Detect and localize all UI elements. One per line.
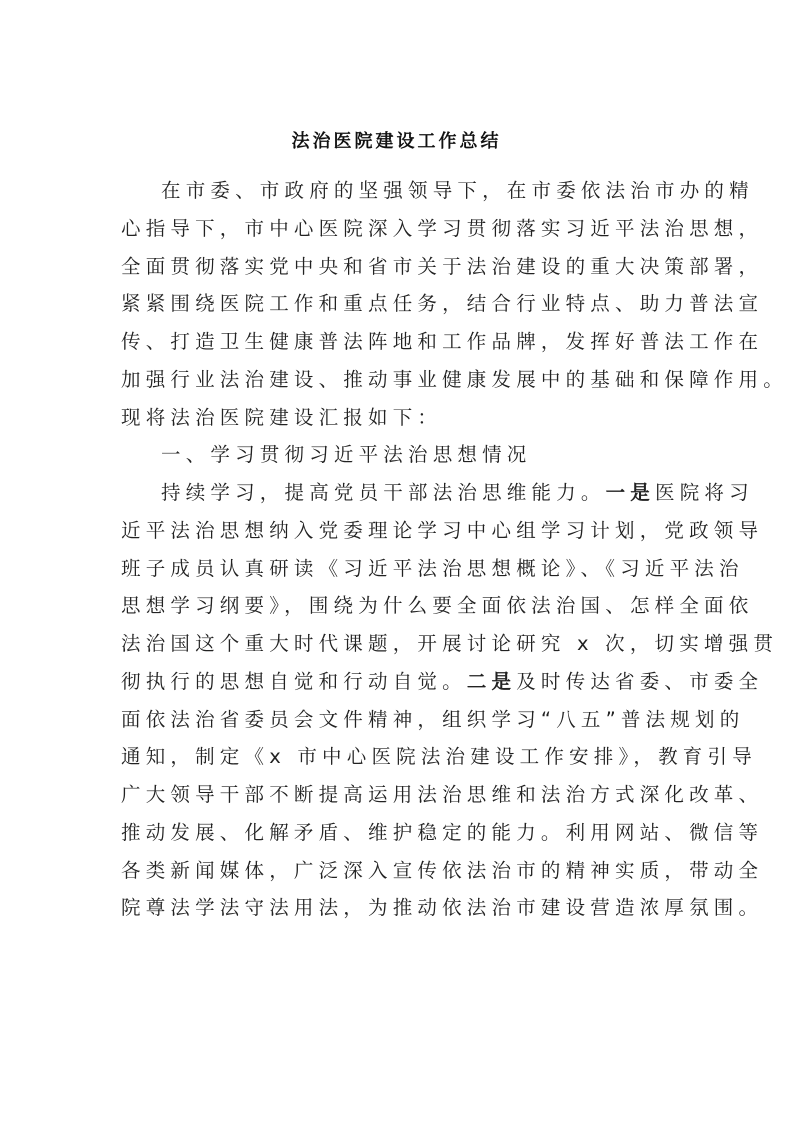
section-heading: 一、学习贯彻习近平法治思想情况 [161,443,532,467]
bold-marker: 一是 [605,481,656,504]
document-title: 法治医院建设工作总结 [291,131,502,152]
line-text: 及时传达省委、市委全 [516,669,764,693]
paragraph-line: 推动发展、化解矛盾、维护稳定的能力。利用网站、微信等 [121,820,764,844]
paragraph-line: 心指导下，市中心医院深入学习贯彻落实习近平法治思想， [121,216,764,240]
paragraph-line: 广大领导干部不断提高运用法治思维和法治方式深化改革、 [121,783,764,806]
paragraph-line: 面依法治省委员会文件精神，组织学习“八五”普法规划的 [121,707,745,731]
paragraph-line: 思想学习纲要》，围绕为什么要全面依法治国、怎样全面依 [121,594,754,618]
paragraph-line: 现将法治医院建设汇报如下： [121,405,443,429]
line-text: 持续学习，提高党员干部法治思维能力。 [161,481,606,504]
document-body [121,176,788,931]
paragraph-line [121,478,754,516]
paragraph-line: 法治国这个重大时代课题，开展讨论研究 x 次，切实增强贯 [121,632,779,655]
paragraph-line: 传、打造卫生健康普法阵地和工作品牌，发挥好普法工作在 [121,330,764,353]
paragraph-line: 在市委、市政府的坚强领导下，在市委依法治市办的精 [161,179,754,202]
bold-marker: 二是 [466,669,517,693]
paragraph-line: 紧紧围绕医院工作和重点任务，结合行业特点、助力普法宣 [121,292,764,316]
paragraph-line: 班子成员认真研读《习近平法治思想概论》、《习近平法治 [121,556,744,580]
paragraph-line: 院尊法学法守法用法，为推动依法治市建设营造浓厚氛围。 [121,896,764,920]
paragraph-line [121,667,764,705]
line-text: 彻执行的思想自觉和行动自觉。 [121,669,467,693]
paragraph-line: 加强行业法治建设、推动事业健康发展中的基础和保障作用。 [121,367,788,391]
paragraph-line: 通知，制定《x 市中心医院法治建设工作安排》，教育引导 [121,745,757,769]
paragraph-line: 各类新闻媒体，广泛深入宣传依法治市的精神实质，带动全 [121,858,764,882]
line-text: 医院将习 [655,481,754,504]
paragraph-line: 近平法治思想纳入党委理论学习中心组学习计划，党政领导 [121,518,764,542]
paragraph-line: 全面贯彻落实党中央和省市关于法治建设的重大决策部署， [121,254,764,278]
